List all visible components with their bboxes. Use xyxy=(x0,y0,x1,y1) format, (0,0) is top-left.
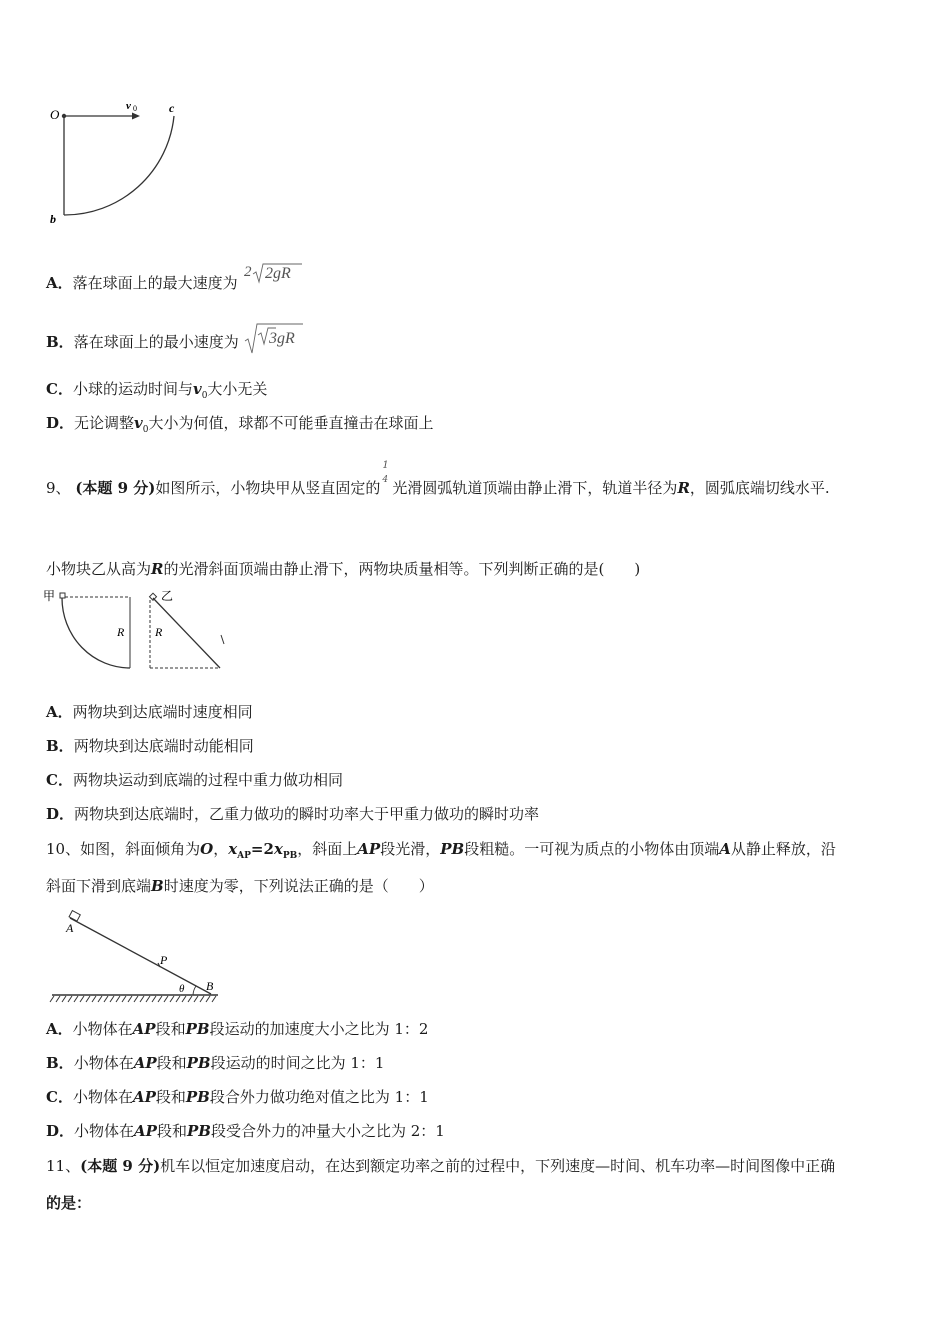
formula-max-speed xyxy=(242,262,304,292)
svg-text:2: 2 xyxy=(244,264,252,280)
q8-option-a: A．落在球面上的最大速度为 2 2gR xyxy=(46,273,304,293)
q8-option-b: B．落在球面上的最小速度为 3gR xyxy=(46,332,305,355)
svg-text:2gR: 2gR xyxy=(265,265,292,282)
q11-stem-line1: 11、(本题 9 分)机车以恒定加速度启动，在达到额定功率之前的过程中，下列速度—时间、机车功率—时间图像中正确 xyxy=(46,1157,836,1175)
q10-stem-line2: 斜面下滑到底端B时速度为零，下列说法正确的是（ ） xyxy=(46,877,434,895)
label-R-left: R xyxy=(117,625,125,639)
label-A: A xyxy=(66,921,74,935)
q10-stem-line1: 10、如图，斜面倾角为O，$x_{AP}=2x_{PB}$，斜面上AP段光滑，PB段粗糙。一可视为质点的小物体由顶端A从静止释放，沿 xyxy=(46,840,836,861)
q9-option-d: D．两物块到达底端时，乙重力做功的瞬时功率大于甲重力做功的瞬时功率 xyxy=(46,805,540,823)
q9-option-c: C．两物块运动到底端的过程中重力做功相同 xyxy=(46,771,343,789)
label-R-right: R xyxy=(155,625,163,639)
q10-option-d: D．小物体在AP段和PB段受合外力的冲量大小之比为 2：1 xyxy=(46,1122,445,1140)
label-O: O xyxy=(50,107,60,122)
quarter-circle-figure xyxy=(40,95,200,235)
q8-option-d: D．无论调整$v_0$大小为何值，球都不可能垂直撞击在球面上 xyxy=(46,414,434,435)
incline-figure xyxy=(46,908,226,1008)
label-v0: v xyxy=(126,100,131,112)
label-yi: 乙 xyxy=(161,589,174,603)
q9-option-b: B．两物块到达底端时动能相同 xyxy=(46,737,254,755)
label-b: b xyxy=(50,212,56,226)
label-theta: θ xyxy=(179,983,185,995)
label-jia: 甲 xyxy=(43,589,56,603)
q10-option-a: A．小物体在AP段和PB段运动的加速度大小之比为 1：2 xyxy=(46,1020,429,1038)
q9-option-a: A．两物块到达底端时速度相同 xyxy=(46,703,253,721)
q9-stem-line2: 小物块乙从高为R的光滑斜面顶端由静止滑下，两物块质量相等。下列判断正确的是( ) xyxy=(46,560,641,578)
quarter-fraction: 1 4 xyxy=(382,460,389,485)
svg-text:3gR: 3gR xyxy=(269,330,296,347)
q8-option-c: C．小球的运动时间与$v_0$大小无关 xyxy=(46,380,268,401)
q9-figure xyxy=(40,588,240,672)
label-P: P xyxy=(160,953,168,967)
label-v0-sub: 0 xyxy=(133,104,137,113)
formula-min-speed xyxy=(243,323,305,355)
label-B: B xyxy=(206,979,214,993)
q11-stem-line2: 的是： xyxy=(46,1194,92,1212)
q10-option-b: B．小物体在AP段和PB段运动的时间之比为 1：1 xyxy=(46,1054,385,1072)
q10-option-c: C．小物体在AP段和PB段合外力做功绝对值之比为 1：1 xyxy=(46,1088,429,1106)
q9-stem-line1: 9、 (本题 9 分)如图所示，小物块甲从竖直固定的 1 4 光滑圆弧轨道顶端由静止滑下，轨道半径为R，圆弧底端切线水平. xyxy=(46,460,830,497)
label-c: c xyxy=(169,101,175,115)
